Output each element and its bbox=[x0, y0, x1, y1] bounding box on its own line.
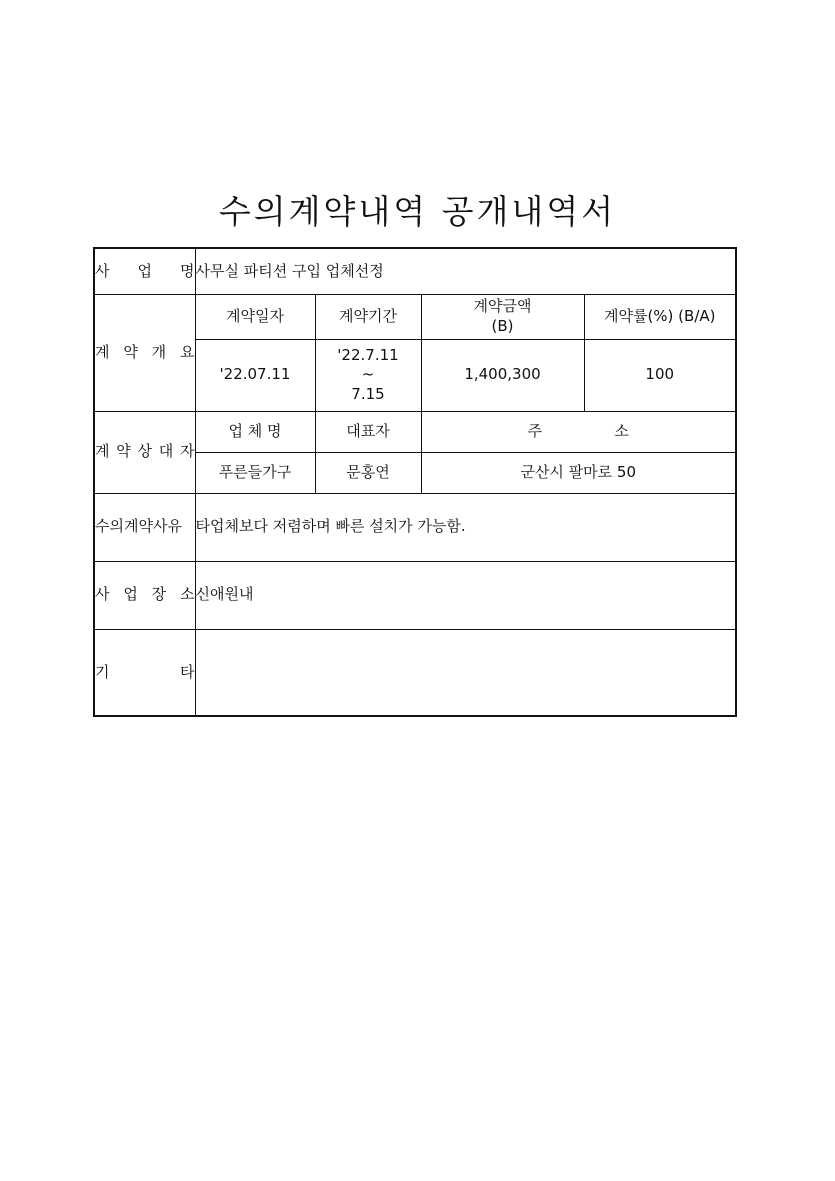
contract-period-separator: ~ bbox=[361, 365, 375, 384]
contract-amount-header bbox=[421, 294, 584, 339]
location-label-3: 장 bbox=[151, 585, 167, 604]
reason-row bbox=[94, 493, 736, 561]
page-title: 수의계약내역 공개내역서 bbox=[218, 192, 617, 231]
other-label-1: 기 bbox=[95, 662, 110, 681]
counterparty-label-4: 대 bbox=[158, 442, 174, 461]
contract-period-end: 7.15 bbox=[351, 384, 385, 403]
contract-overview-label-3: 개 bbox=[151, 342, 167, 361]
other-row bbox=[94, 629, 736, 716]
contract-date-value: '22.07.11 bbox=[195, 339, 315, 411]
contract-rate-value: 100 bbox=[584, 339, 736, 411]
address-header-2: 소 bbox=[614, 421, 629, 440]
business-name-value: 사무실 파티션 구입 업체선정 bbox=[195, 248, 736, 294]
counterparty-label-1: 계 bbox=[95, 442, 110, 461]
business-name-row bbox=[94, 248, 736, 294]
contract-overview-label bbox=[94, 294, 195, 411]
contract-rate-header: 계약률(%) (B/A) bbox=[584, 294, 736, 339]
counterparty-label-3: 상 bbox=[137, 442, 152, 461]
location-row bbox=[94, 561, 736, 629]
contract-amount-value: 1,400,300 bbox=[421, 339, 584, 411]
address-value: 군산시 팔마로 50 bbox=[421, 452, 736, 493]
counterparty-header-row bbox=[94, 411, 736, 452]
representative-header: 대표자 bbox=[315, 411, 421, 452]
business-name-label-1: 사 bbox=[95, 261, 110, 280]
reason-value: 타업체보다 저렴하며 빠른 설치가 가능함. bbox=[195, 493, 736, 561]
counterparty-label-2: 약 bbox=[116, 442, 131, 461]
contract-overview-label-4: 요 bbox=[179, 342, 195, 361]
contract-period-value bbox=[315, 339, 421, 411]
contract-period-start: '22.7.11 bbox=[337, 345, 399, 364]
other-value bbox=[195, 629, 736, 716]
address-header bbox=[421, 411, 736, 452]
location-value: 신애원내 bbox=[195, 561, 736, 629]
contract-date-header: 계약일자 bbox=[195, 294, 315, 339]
address-header-1: 주 bbox=[527, 421, 543, 440]
location-label-1: 사 bbox=[95, 585, 110, 604]
company-name-value: 푸른들가구 bbox=[195, 452, 315, 493]
counterparty-label bbox=[94, 411, 195, 493]
contract-disclosure-table bbox=[93, 247, 737, 717]
company-name-header: 업 체 명 bbox=[195, 411, 315, 452]
location-label-2: 업 bbox=[123, 585, 138, 604]
reason-label: 수의계약사유 bbox=[94, 493, 195, 561]
contract-amount-header-line2: (B) bbox=[491, 316, 514, 335]
contract-overview-label-2: 약 bbox=[123, 342, 138, 361]
counterparty-label-5: 자 bbox=[180, 442, 195, 461]
contract-overview-label-1: 계 bbox=[95, 342, 110, 361]
business-name-label bbox=[94, 248, 195, 294]
representative-value: 문홍연 bbox=[315, 452, 421, 493]
business-name-label-3: 명 bbox=[180, 261, 195, 280]
contract-amount-header-line1: 계약금액 bbox=[473, 297, 532, 315]
contract-overview-header-row bbox=[94, 294, 736, 339]
other-label bbox=[94, 629, 195, 716]
business-name-label-2: 업 bbox=[137, 261, 152, 280]
contract-period-header: 계약기간 bbox=[315, 294, 421, 339]
other-label-2: 타 bbox=[180, 662, 195, 681]
location-label bbox=[94, 561, 195, 629]
location-label-4: 소 bbox=[179, 585, 195, 604]
